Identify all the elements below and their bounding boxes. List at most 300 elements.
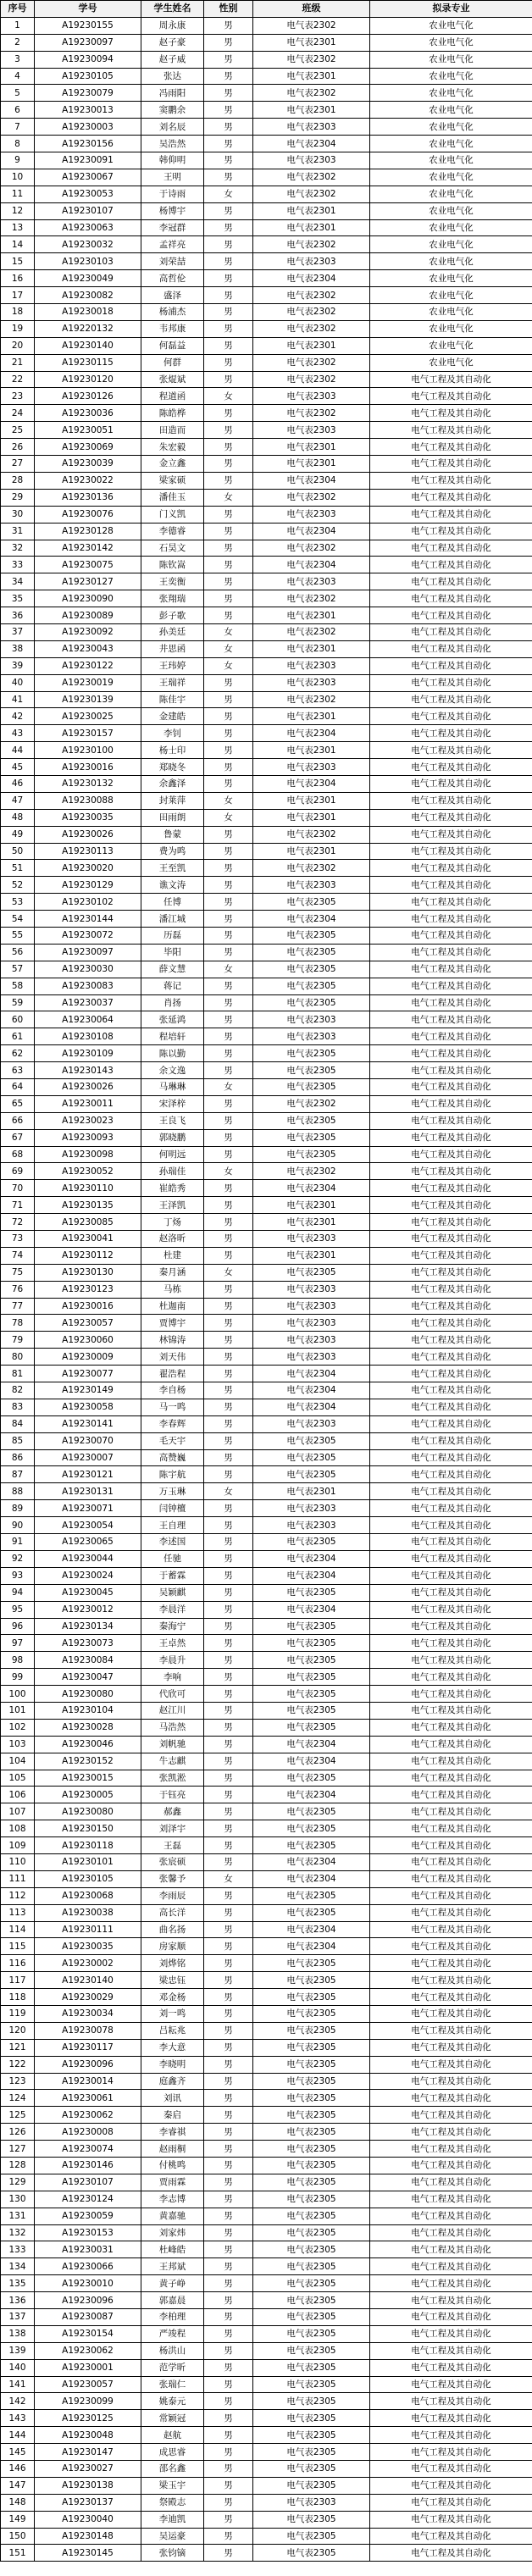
cell-gender: 男 xyxy=(204,742,253,759)
cell-index: 16 xyxy=(1,270,35,287)
cell-gender: 男 xyxy=(204,1382,253,1399)
cell-index: 100 xyxy=(1,1686,35,1703)
cell-student-id: A19230155 xyxy=(35,17,141,34)
cell-gender: 男 xyxy=(204,523,253,540)
cell-class: 电气表2302 xyxy=(253,304,370,321)
cell-class: 电气表2301 xyxy=(253,439,370,456)
cell-major: 电气工程及其自动化 xyxy=(370,1315,532,1332)
cell-student-name: 郭嘉晨 xyxy=(141,2292,204,2309)
table-row xyxy=(1,439,532,456)
cell-major: 农业电气化 xyxy=(370,51,532,68)
cell-class: 电气表2304 xyxy=(253,472,370,489)
cell-student-name: 门义凯 xyxy=(141,506,204,523)
cell-major: 电气工程及其自动化 xyxy=(370,809,532,826)
cell-gender: 男 xyxy=(204,557,253,573)
cell-class: 电气表2305 xyxy=(253,2393,370,2410)
cell-class: 电气表2305 xyxy=(253,1904,370,1921)
table-row xyxy=(1,1382,532,1399)
cell-major: 电气工程及其自动化 xyxy=(370,1264,532,1281)
cell-student-name: 刘名辰 xyxy=(141,119,204,136)
cell-major: 电气工程及其自动化 xyxy=(370,927,532,944)
cell-student-id: A19230035 xyxy=(35,1938,141,1955)
cell-student-name: 吴浩然 xyxy=(141,136,204,152)
cell-student-name: 朱宏毅 xyxy=(141,439,204,456)
cell-student-name: 曲名扬 xyxy=(141,1921,204,1938)
table-row xyxy=(1,2410,532,2427)
table-row xyxy=(1,657,532,674)
cell-student-name: 孙瑞佳 xyxy=(141,1163,204,1180)
cell-student-id: A19230019 xyxy=(35,674,141,691)
cell-major: 电气工程及其自动化 xyxy=(370,1669,532,1686)
cell-student-name: 翟浩程 xyxy=(141,1366,204,1382)
cell-major: 电气工程及其自动化 xyxy=(370,1770,532,1787)
cell-student-name: 吴颖麒 xyxy=(141,1584,204,1601)
cell-student-id: A19230022 xyxy=(35,472,141,489)
cell-index: 84 xyxy=(1,1415,35,1432)
cell-major: 电气工程及其自动化 xyxy=(370,2005,532,2022)
cell-student-id: A19230145 xyxy=(35,2545,141,2562)
cell-major: 电气工程及其自动化 xyxy=(370,2073,532,2090)
cell-major: 电气工程及其自动化 xyxy=(370,2022,532,2039)
table-row xyxy=(1,2528,532,2545)
cell-index: 4 xyxy=(1,68,35,85)
cell-index: 13 xyxy=(1,219,35,236)
cell-index: 14 xyxy=(1,236,35,253)
cell-index: 86 xyxy=(1,1449,35,1466)
cell-index: 109 xyxy=(1,1837,35,1854)
cell-class: 电气表2305 xyxy=(253,2039,370,2056)
cell-gender: 男 xyxy=(204,1517,253,1534)
cell-class: 电气表2304 xyxy=(253,1567,370,1584)
cell-student-name: 秦启 xyxy=(141,2107,204,2124)
cell-class: 电气表2305 xyxy=(253,2241,370,2258)
cell-class: 电气表2301 xyxy=(253,1214,370,1231)
cell-student-name: 张焜斌 xyxy=(141,371,204,388)
cell-student-id: A19230007 xyxy=(35,1449,141,1466)
cell-index: 127 xyxy=(1,2141,35,2158)
table-row xyxy=(1,590,532,607)
cell-student-id: A19230144 xyxy=(35,911,141,928)
cell-index: 93 xyxy=(1,1567,35,1584)
cell-student-name: 崔皓秀 xyxy=(141,1180,204,1197)
cell-student-name: 张凯淞 xyxy=(141,1770,204,1787)
cell-index: 15 xyxy=(1,253,35,270)
cell-student-id: A19230121 xyxy=(35,1466,141,1483)
cell-major: 电气工程及其自动化 xyxy=(370,2056,532,2073)
table-row xyxy=(1,2241,532,2258)
table-row xyxy=(1,2208,532,2224)
cell-student-id: A19230031 xyxy=(35,2241,141,2258)
cell-student-name: 石昊文 xyxy=(141,540,204,557)
cell-major: 电气工程及其自动化 xyxy=(370,523,532,540)
cell-class: 电气表2304 xyxy=(253,1753,370,1770)
cell-index: 150 xyxy=(1,2528,35,2545)
cell-major: 电气工程及其自动化 xyxy=(370,2376,532,2393)
cell-index: 42 xyxy=(1,708,35,725)
cell-gender: 男 xyxy=(204,978,253,994)
table-row xyxy=(1,573,532,590)
cell-index: 62 xyxy=(1,1045,35,1062)
table-row xyxy=(1,1652,532,1669)
cell-major: 电气工程及其自动化 xyxy=(370,1652,532,1669)
cell-gender: 男 xyxy=(204,1449,253,1466)
cell-index: 116 xyxy=(1,1955,35,1972)
cell-gender: 男 xyxy=(204,725,253,742)
cell-index: 11 xyxy=(1,186,35,202)
cell-index: 21 xyxy=(1,354,35,371)
table-row xyxy=(1,1517,532,1534)
cell-index: 37 xyxy=(1,623,35,640)
cell-student-name: 付桃鸣 xyxy=(141,2158,204,2174)
table-row xyxy=(1,1887,532,1904)
cell-major: 电气工程及其自动化 xyxy=(370,1163,532,1180)
cell-student-name: 孙美廷 xyxy=(141,623,204,640)
cell-class: 电气表2305 xyxy=(253,961,370,978)
table-row xyxy=(1,2427,532,2444)
cell-student-name: 李述国 xyxy=(141,1534,204,1551)
cell-class: 电气表2305 xyxy=(253,2073,370,2090)
cell-gender: 女 xyxy=(204,186,253,202)
cell-gender: 男 xyxy=(204,2511,253,2528)
cell-class: 电气表2305 xyxy=(253,2528,370,2545)
cell-gender: 男 xyxy=(204,1955,253,1972)
cell-student-id: A19230069 xyxy=(35,439,141,456)
table-row xyxy=(1,557,532,573)
table-row xyxy=(1,725,532,742)
cell-student-id: A19230107 xyxy=(35,202,141,219)
cell-gender: 男 xyxy=(204,2461,253,2478)
cell-class: 电气表2303 xyxy=(253,877,370,894)
cell-class: 电气表2302 xyxy=(253,354,370,371)
cell-gender: 男 xyxy=(204,911,253,928)
cell-major: 电气工程及其自动化 xyxy=(370,489,532,506)
cell-major: 电气工程及其自动化 xyxy=(370,1231,532,1248)
cell-index: 111 xyxy=(1,1870,35,1887)
cell-major: 电气工程及其自动化 xyxy=(370,1787,532,1803)
cell-student-name: 李睿祺 xyxy=(141,2124,204,2141)
cell-student-name: 陈皓桦 xyxy=(141,405,204,422)
table-row xyxy=(1,1214,532,1231)
cell-index: 107 xyxy=(1,1803,35,1820)
cell-class: 电气表2305 xyxy=(253,2107,370,2124)
cell-major: 电气工程及其自动化 xyxy=(370,994,532,1011)
cell-class: 电气表2305 xyxy=(253,1803,370,1820)
cell-student-id: A19230148 xyxy=(35,2528,141,2545)
cell-class: 电气表2305 xyxy=(253,2022,370,2039)
table-row xyxy=(1,2342,532,2359)
cell-class: 电气表2305 xyxy=(253,2545,370,2562)
table-row xyxy=(1,961,532,978)
cell-student-id: A19230072 xyxy=(35,927,141,944)
cell-major: 电气工程及其自动化 xyxy=(370,2039,532,2056)
cell-index: 90 xyxy=(1,1517,35,1534)
table-row xyxy=(1,34,532,51)
table-row xyxy=(1,136,532,152)
table-row xyxy=(1,2107,532,2124)
cell-student-id: A19230049 xyxy=(35,270,141,287)
cell-index: 151 xyxy=(1,2545,35,2562)
cell-gender: 男 xyxy=(204,2376,253,2393)
cell-major: 农业电气化 xyxy=(370,17,532,34)
table-row xyxy=(1,1332,532,1349)
cell-student-name: 李大意 xyxy=(141,2039,204,2056)
cell-student-id: A19230048 xyxy=(35,2427,141,2444)
cell-class: 电气表2304 xyxy=(253,725,370,742)
cell-class: 电气表2305 xyxy=(253,2090,370,2107)
cell-gender: 男 xyxy=(204,1129,253,1146)
cell-index: 40 xyxy=(1,674,35,691)
cell-student-id: A19230107 xyxy=(35,2174,141,2191)
cell-student-name: 杨洪山 xyxy=(141,2342,204,2359)
cell-major: 电气工程及其自动化 xyxy=(370,1635,532,1652)
table-row xyxy=(1,169,532,186)
cell-index: 85 xyxy=(1,1432,35,1449)
cell-student-name: 何磊益 xyxy=(141,337,204,354)
cell-index: 71 xyxy=(1,1197,35,1214)
cell-gender: 男 xyxy=(204,944,253,961)
cell-major: 农业电气化 xyxy=(370,304,532,321)
table-row xyxy=(1,927,532,944)
table-row xyxy=(1,320,532,337)
cell-gender: 男 xyxy=(204,2158,253,2174)
table-row xyxy=(1,1635,532,1652)
cell-gender: 男 xyxy=(204,1214,253,1231)
cell-class: 电气表2305 xyxy=(253,1045,370,1062)
cell-class: 电气表2305 xyxy=(253,1770,370,1787)
cell-class: 电气表2305 xyxy=(253,1584,370,1601)
cell-index: 39 xyxy=(1,657,35,674)
cell-class: 电气表2303 xyxy=(253,674,370,691)
cell-gender: 男 xyxy=(204,1567,253,1584)
cell-student-id: A19230054 xyxy=(35,1517,141,1534)
table-row xyxy=(1,523,532,540)
cell-student-name: 郑晓冬 xyxy=(141,759,204,776)
cell-major: 电气工程及其自动化 xyxy=(370,2410,532,2427)
cell-class: 电气表2301 xyxy=(253,640,370,657)
cell-student-id: A19230118 xyxy=(35,1837,141,1854)
cell-gender: 女 xyxy=(204,961,253,978)
table-row xyxy=(1,2022,532,2039)
table-row xyxy=(1,1853,532,1870)
cell-student-id: A19230061 xyxy=(35,2090,141,2107)
cell-class: 电气表2305 xyxy=(253,1432,370,1449)
cell-student-name: 郭晓鹏 xyxy=(141,1129,204,1146)
cell-student-name: 李春辉 xyxy=(141,1415,204,1432)
cell-index: 128 xyxy=(1,2158,35,2174)
cell-major: 电气工程及其自动化 xyxy=(370,1432,532,1449)
table-row xyxy=(1,2039,532,2056)
cell-class: 电气表2305 xyxy=(253,2359,370,2376)
cell-student-name: 张宸硕 xyxy=(141,1853,204,1870)
cell-student-id: A19230122 xyxy=(35,657,141,674)
cell-gender: 男 xyxy=(204,1601,253,1618)
cell-gender: 男 xyxy=(204,102,253,119)
cell-student-name: 李志博 xyxy=(141,2191,204,2208)
cell-class: 电气表2305 xyxy=(253,2410,370,2427)
cell-class: 电气表2301 xyxy=(253,708,370,725)
cell-student-name: 牛志麒 xyxy=(141,1753,204,1770)
cell-student-name: 张延鸿 xyxy=(141,1011,204,1028)
cell-class: 电气表2303 xyxy=(253,2494,370,2511)
cell-student-id: A19230062 xyxy=(35,2107,141,2124)
cell-index: 51 xyxy=(1,860,35,877)
cell-index: 145 xyxy=(1,2444,35,2461)
cell-student-id: A19230089 xyxy=(35,607,141,624)
cell-gender: 男 xyxy=(204,136,253,152)
cell-student-name: 杨士印 xyxy=(141,742,204,759)
cell-student-name: 刘家炜 xyxy=(141,2224,204,2241)
cell-student-id: A19230120 xyxy=(35,371,141,388)
cell-class: 电气表2301 xyxy=(253,792,370,809)
cell-student-id: A19230024 xyxy=(35,1567,141,1584)
cell-class: 电气表2305 xyxy=(253,1112,370,1129)
cell-student-id: A19230023 xyxy=(35,1112,141,1129)
cell-major: 电气工程及其自动化 xyxy=(370,422,532,439)
cell-class: 电气表2301 xyxy=(253,337,370,354)
cell-student-id: A19230030 xyxy=(35,961,141,978)
cell-student-id: A19230053 xyxy=(35,186,141,202)
cell-student-id: A19230104 xyxy=(35,1702,141,1719)
cell-gender: 男 xyxy=(204,1315,253,1332)
cell-major: 电气工程及其自动化 xyxy=(370,1753,532,1770)
cell-gender: 男 xyxy=(204,590,253,607)
cell-student-id: A19230066 xyxy=(35,2258,141,2275)
cell-student-id: A19230113 xyxy=(35,843,141,860)
cell-gender: 男 xyxy=(204,1247,253,1264)
cell-student-name: 王至凯 xyxy=(141,860,204,877)
cell-class: 电气表2305 xyxy=(253,2376,370,2393)
cell-index: 33 xyxy=(1,557,35,573)
cell-major: 电气工程及其自动化 xyxy=(370,894,532,911)
cell-class: 电气表2303 xyxy=(253,1231,370,1248)
cell-major: 电气工程及其自动化 xyxy=(370,456,532,473)
cell-student-id: A19230097 xyxy=(35,34,141,51)
cell-gender: 男 xyxy=(204,1787,253,1803)
cell-student-name: 邓金杨 xyxy=(141,1989,204,2006)
cell-student-name: 井思函 xyxy=(141,640,204,657)
cell-major: 农业电气化 xyxy=(370,34,532,51)
cell-student-id: A19230013 xyxy=(35,102,141,119)
cell-index: 25 xyxy=(1,422,35,439)
cell-student-name: 陈宇航 xyxy=(141,1466,204,1483)
cell-gender: 男 xyxy=(204,17,253,34)
cell-student-name: 潘江城 xyxy=(141,911,204,928)
cell-student-id: A19230011 xyxy=(35,1095,141,1112)
cell-index: 43 xyxy=(1,725,35,742)
cell-major: 农业电气化 xyxy=(370,152,532,169)
cell-gender: 女 xyxy=(204,657,253,674)
cell-class: 电气表2303 xyxy=(253,253,370,270)
cell-student-name: 肖扬 xyxy=(141,994,204,1011)
cell-gender: 男 xyxy=(204,2427,253,2444)
cell-class: 电气表2304 xyxy=(253,557,370,573)
cell-gender: 男 xyxy=(204,270,253,287)
table-row xyxy=(1,1095,532,1112)
cell-major: 电气工程及其自动化 xyxy=(370,557,532,573)
cell-major: 农业电气化 xyxy=(370,169,532,186)
cell-gender: 男 xyxy=(204,826,253,843)
cell-class: 电气表2304 xyxy=(253,775,370,792)
cell-major: 电气工程及其自动化 xyxy=(370,1870,532,1887)
cell-class: 电气表2305 xyxy=(253,2511,370,2528)
cell-major: 电气工程及其自动化 xyxy=(370,2528,532,2545)
cell-student-name: 彭子歌 xyxy=(141,607,204,624)
cell-student-id: A19230143 xyxy=(35,1062,141,1079)
cell-student-id: A19230002 xyxy=(35,1955,141,1972)
cell-student-id: A19230092 xyxy=(35,623,141,640)
cell-index: 94 xyxy=(1,1584,35,1601)
cell-student-id: A19230103 xyxy=(35,253,141,270)
cell-major: 电气工程及其自动化 xyxy=(370,708,532,725)
cell-index: 121 xyxy=(1,2039,35,2056)
cell-index: 30 xyxy=(1,506,35,523)
cell-student-id: A19230047 xyxy=(35,1669,141,1686)
cell-index: 35 xyxy=(1,590,35,607)
cell-student-id: A19230138 xyxy=(35,2477,141,2494)
cell-student-id: A19230099 xyxy=(35,2393,141,2410)
cell-major: 电气工程及其自动化 xyxy=(370,388,532,405)
cell-student-id: A19230029 xyxy=(35,1989,141,2006)
cell-student-name: 潘佳玉 xyxy=(141,489,204,506)
table-row xyxy=(1,1315,532,1332)
cell-index: 32 xyxy=(1,540,35,557)
cell-major: 农业电气化 xyxy=(370,320,532,337)
cell-gender: 男 xyxy=(204,236,253,253)
cell-student-id: A19230075 xyxy=(35,557,141,573)
cell-student-name: 历磊 xyxy=(141,927,204,944)
cell-gender: 男 xyxy=(204,1770,253,1787)
cell-major: 电气工程及其自动化 xyxy=(370,2241,532,2258)
cell-index: 123 xyxy=(1,2073,35,2090)
cell-student-id: A19230139 xyxy=(35,691,141,708)
cell-student-name: 田雨朗 xyxy=(141,809,204,826)
cell-major: 电气工程及其自动化 xyxy=(370,2309,532,2326)
cell-index: 29 xyxy=(1,489,35,506)
cell-major: 电气工程及其自动化 xyxy=(370,978,532,994)
cell-gender: 男 xyxy=(204,1753,253,1770)
cell-student-id: A19230111 xyxy=(35,1921,141,1938)
table-row xyxy=(1,472,532,489)
cell-class: 电气表2301 xyxy=(253,1483,370,1500)
cell-student-name: 丁炀 xyxy=(141,1214,204,1231)
table-row xyxy=(1,1231,532,1248)
cell-student-id: A19230005 xyxy=(35,1787,141,1803)
cell-index: 52 xyxy=(1,877,35,894)
cell-major: 电气工程及其自动化 xyxy=(370,1079,532,1096)
cell-class: 电气表2301 xyxy=(253,68,370,85)
cell-class: 电气表2305 xyxy=(253,1449,370,1466)
cell-gender: 男 xyxy=(204,1399,253,1415)
cell-index: 7 xyxy=(1,119,35,136)
cell-index: 22 xyxy=(1,371,35,388)
cell-gender: 男 xyxy=(204,1045,253,1062)
cell-student-name: 张翔瑞 xyxy=(141,590,204,607)
table-row xyxy=(1,1045,532,1062)
cell-student-id: A19230140 xyxy=(35,337,141,354)
cell-major: 电气工程及其自动化 xyxy=(370,405,532,422)
cell-student-id: A19230059 xyxy=(35,2208,141,2224)
cell-major: 电气工程及其自动化 xyxy=(370,607,532,624)
header-row xyxy=(1,1,532,18)
cell-gender: 男 xyxy=(204,674,253,691)
cell-index: 41 xyxy=(1,691,35,708)
table-row xyxy=(1,1550,532,1567)
cell-student-id: A19230070 xyxy=(35,1432,141,1449)
cell-student-id: A19230117 xyxy=(35,2039,141,2056)
cell-student-name: 蒋记 xyxy=(141,978,204,994)
cell-gender: 男 xyxy=(204,540,253,557)
cell-student-id: A19230065 xyxy=(35,1534,141,1551)
